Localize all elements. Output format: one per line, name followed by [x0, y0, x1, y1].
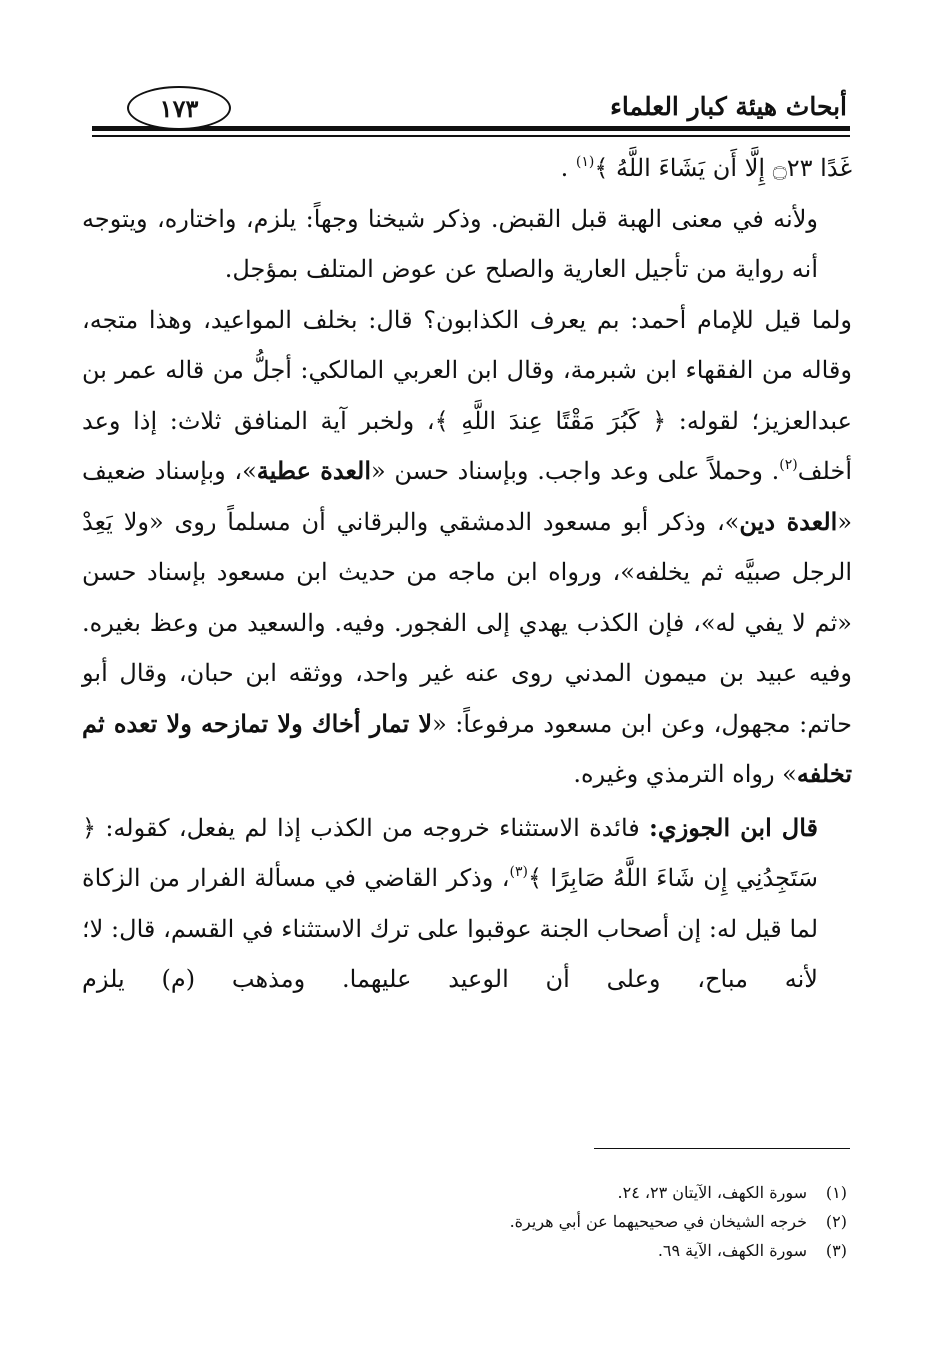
footnote-item — [247, 1207, 847, 1236]
hadith-bold-3: لا تمار أخاك ولا تمازحه ولا تعده ثم تخلفه — [82, 708, 852, 788]
footnote-text: سورة الكهف، الآيتان ٢٣، ٢٤. — [617, 1183, 807, 1202]
footnote-separator — [594, 1148, 850, 1149]
footnote-number: (١) — [825, 1183, 847, 1202]
footnote-item — [247, 1178, 847, 1207]
header-rule-thin — [92, 135, 850, 137]
body-text — [82, 143, 852, 1005]
p2-part-c: »، وبإسناد ضعيف « — [82, 457, 852, 536]
footnote-text: خرجه الشيخان في صحيحيهما عن أبي هريرة. — [509, 1212, 807, 1231]
p3-lead-bold: قال ابن الجوزي: — [649, 812, 818, 842]
paragraph-2 — [82, 295, 852, 800]
footnote-ref-1: (١) — [575, 154, 595, 170]
p3-part-b: ، وذكر القاضي في مسألة الفرار من الزكاة لما قيل له: إن أصحاب الجنة عوقبوا على ترك الاستثناء في القسم، قال: لا؛ لأنه مباح، وعلى أن الوعيد عليهما. ومذهب (م) يلزم — [82, 864, 819, 993]
footnote-ref-2: (٢) — [779, 457, 798, 473]
p2-part-a: ولما قيل للإمام أحمد: بم يعرف الكذابون؟ قال: بخلف المواعيد، وهذا متجه، وقاله من الفقهاء ابن شبرمة، وقال ابن العربي المالكي: أجلُّ من قاله عمر بن عبدالعزيز؛ لقوله: ﴿ كَبُرَ مَقْتًا عِندَ اللَّهِ ﴾، ولخبر آية المنافق ثلاث: إذا وعد أخلف — [82, 305, 852, 485]
footnote-item — [247, 1236, 847, 1265]
hadith-bold-2: العدة دين — [739, 506, 838, 536]
verse-tail: . — [560, 154, 576, 182]
footnote-number: (٣) — [825, 1241, 847, 1260]
book-title: أبحاث هيئة كبار العلماء — [610, 92, 847, 121]
p2-part-d: »، وذكر أبو مسعود الدمشقي والبرقاني أن مسلماً روى «ولا يَعِدْ الرجل صبيَّه ثم يخلفه»، ورواه ابن ماجه من حديث ابن مسعود بإسناد حسن «ثم لا يفي له»، فإن الكذب يهدي إلى الفجور. وفيه. والسعيد من وعظ بغيره. وفيه عبيد بن ميمون المدني روى عنه غير واحد، ووثقه ابن حبان، وقال أبو حاتم: مجهول، وعن ابن مسعود مرفوعاً: « — [82, 507, 853, 738]
footnotes — [247, 1178, 847, 1265]
footnote-number: (٢) — [825, 1212, 847, 1231]
verse-continuation — [82, 143, 852, 194]
paragraph-1: ولأنه في معنى الهبة قبل القبض. وذكر شيخنا وجهاً: يلزم، واختاره، ويتوجه أنه رواية من تأجيل العارية والصلح عن عوض المتلف بمؤجل. — [82, 204, 818, 283]
p3-part-a: فائدة الاستثناء خروجه من الكذب إذا لم يفعل، كقوله: ﴿ سَتَجِدُنِي إِن شَاءَ اللَّهُ صَابِرًا ﴾ — [82, 813, 818, 892]
hadith-bold-1: العدة عطية — [256, 456, 372, 485]
verse-text: غَدًا ۝٢٣ إِلَّا أَن يَشَاءَ اللَّهُ ﴾ — [594, 154, 852, 182]
p2-part-e: » رواه الترمذي وغيره. — [573, 760, 797, 788]
p2-part-b: . وحملاً على وعد واجب. وبإسناد حسن « — [371, 457, 780, 485]
paragraph-3 — [82, 803, 852, 1005]
footnote-ref-3: (٣) — [509, 864, 528, 880]
page-number: ١٧٣ — [127, 86, 231, 130]
footnote-text: سورة الكهف، الآية ٦٩. — [657, 1241, 807, 1260]
